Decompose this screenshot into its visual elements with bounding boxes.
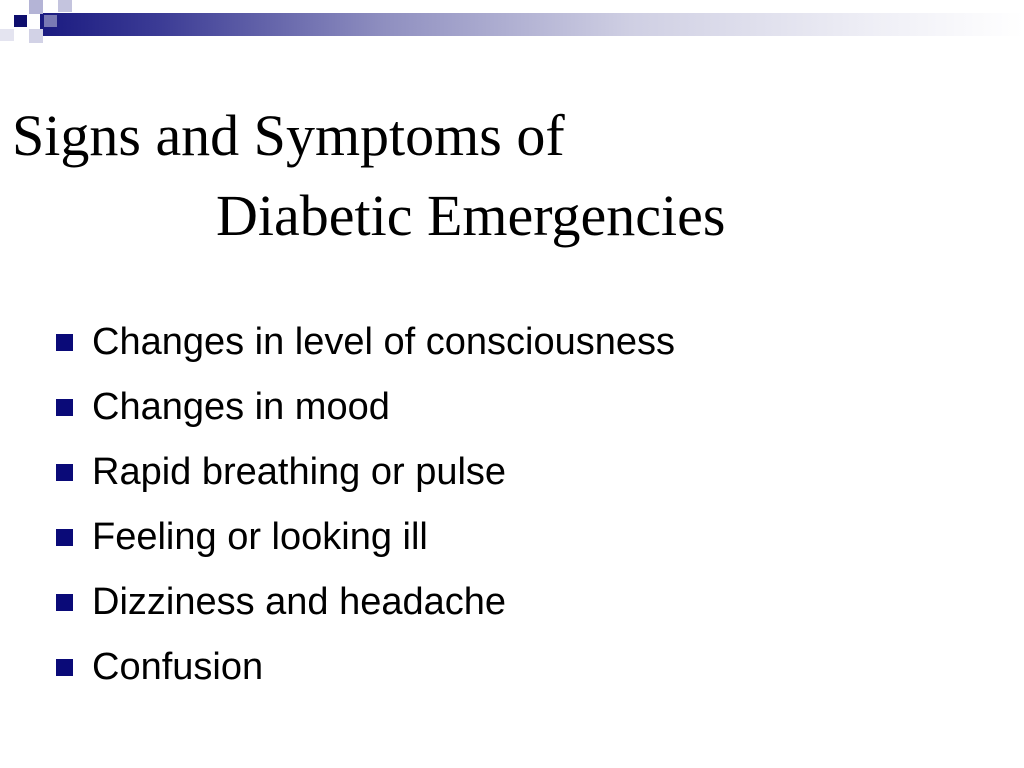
decorative-square: [0, 29, 14, 41]
bullet-item: [56, 375, 675, 440]
bullet-text: Changes in level of consciousness: [92, 321, 676, 363]
slide-title-line-2: Diabetic Emergencies: [216, 183, 726, 248]
bullet-item: [56, 635, 675, 700]
decorative-square: [29, 29, 43, 43]
header-gradient-bar: [40, 13, 1024, 36]
bullet-item: [56, 310, 675, 375]
decorative-square: [29, 0, 43, 14]
bullet-item: [56, 440, 675, 505]
slide-title: [12, 96, 992, 256]
square-bullet-icon: [56, 464, 73, 481]
bullet-item: [56, 570, 675, 635]
bullet-text: Rapid breathing or pulse: [92, 451, 507, 493]
decorative-square: [44, 15, 57, 27]
decorative-square: [14, 15, 27, 27]
bullet-list: [56, 310, 675, 700]
bullet-text: Confusion: [92, 646, 264, 688]
bullet-item: [56, 505, 675, 570]
bullet-text: Dizziness and headache: [92, 581, 507, 623]
square-bullet-icon: [56, 399, 73, 416]
bullet-text: Changes in mood: [92, 386, 390, 428]
square-bullet-icon: [56, 594, 73, 611]
decorative-square: [58, 0, 72, 12]
square-bullet-icon: [56, 529, 73, 546]
square-bullet-icon: [56, 334, 73, 351]
slide-title-line-1: Signs and Symptoms of: [12, 103, 565, 168]
bullet-text: Feeling or looking ill: [92, 516, 428, 558]
square-bullet-icon: [56, 659, 73, 676]
